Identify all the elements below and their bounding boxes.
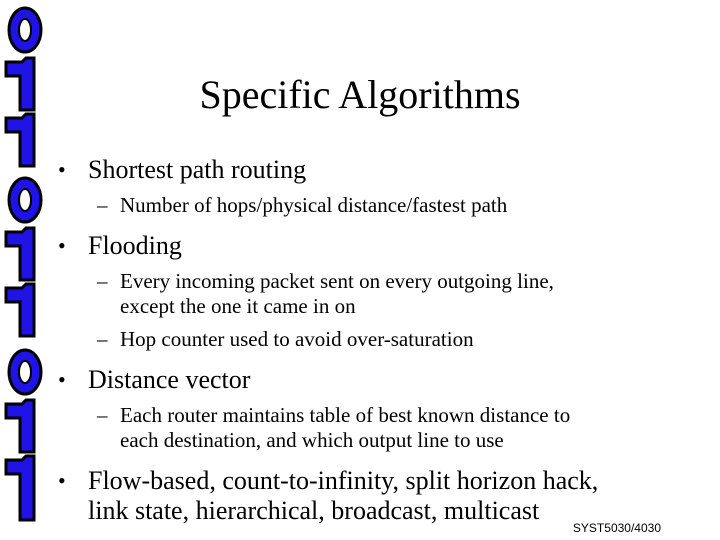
bullet-text: link state, hierarchical, broadcast, multicast xyxy=(88,496,540,525)
sub-bullet-text: Hop counter used to avoid over-saturation xyxy=(120,327,474,351)
sub-bullet-item xyxy=(58,193,698,218)
bullet-item xyxy=(58,231,698,261)
sub-bullet-text: each destination, and which output line to use xyxy=(120,428,504,452)
digit-one-glyph xyxy=(6,284,34,336)
sub-bullet-text: except the one it came in on xyxy=(120,294,356,318)
bullet-text: Shortest path routing xyxy=(88,155,307,184)
dash-marker: – xyxy=(97,327,108,351)
dash-marker: – xyxy=(97,269,108,293)
sub-bullet-text: Every incoming packet sent on every outgoing line, xyxy=(120,269,554,293)
bullet-item xyxy=(58,155,698,185)
bullet-text: Flow-based, count-to-infinity, split horizon hack, xyxy=(88,466,599,495)
bullet-list xyxy=(58,155,698,526)
bullet-marker: • xyxy=(58,367,66,392)
digit-one-glyph xyxy=(6,228,34,280)
sub-bullet-item xyxy=(58,327,698,352)
bullet-marker: • xyxy=(58,233,66,258)
sub-bullet-text: Number of hops/physical distance/fastest path xyxy=(120,193,508,217)
sub-bullet-text: Each router maintains table of best known distance to xyxy=(120,403,571,427)
digit-one-glyph xyxy=(6,456,34,520)
dash-marker: – xyxy=(97,403,108,427)
bullet-item xyxy=(58,365,698,395)
digit-one-glyph xyxy=(6,400,34,452)
bullet-marker: • xyxy=(58,157,66,182)
footer-course-code: SYST5030/4030 xyxy=(572,521,661,535)
digit-one-glyph xyxy=(6,114,34,166)
bullet-text: Flooding xyxy=(88,231,182,260)
sub-bullet-item xyxy=(58,403,698,453)
bullet-item xyxy=(58,466,698,526)
dash-marker: – xyxy=(97,193,108,217)
sub-bullet-item xyxy=(58,269,698,319)
bullet-text: Distance vector xyxy=(88,365,251,394)
slide-title: Specific Algorithms xyxy=(199,72,521,117)
bullet-marker: • xyxy=(58,468,66,493)
